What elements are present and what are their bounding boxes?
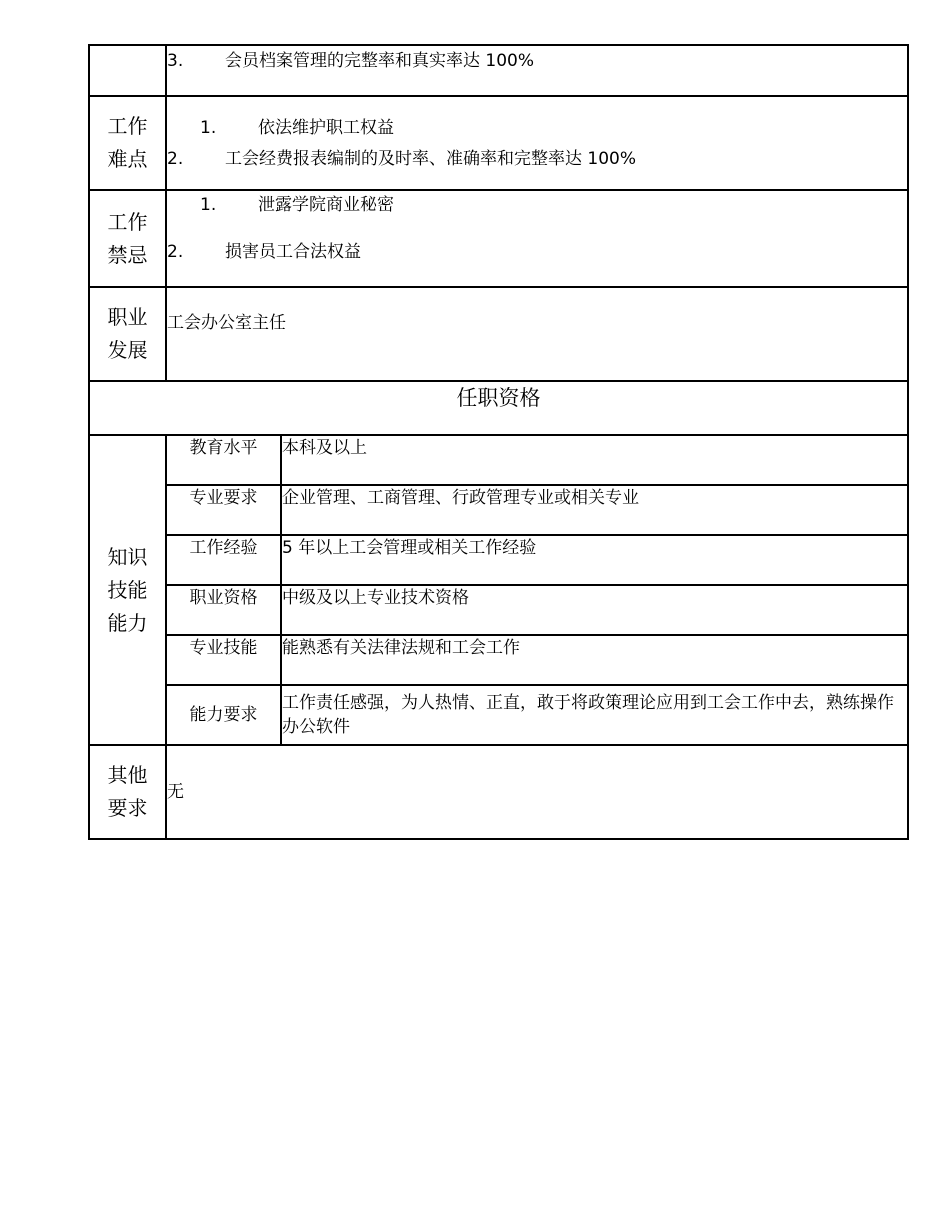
item-text: 会员档案管理的完整率和真实率达 100% [225, 51, 535, 71]
qualification-value: 5 年以上工会管理或相关工作经验 [281, 535, 908, 585]
qualifications-title: 任职资格 [89, 381, 908, 435]
row-career [89, 287, 908, 381]
taboos-label: 工作禁忌 [107, 209, 148, 267]
career-content [166, 287, 908, 381]
qualification-value: 能熟悉有关法律法规和工会工作 [281, 635, 908, 685]
difficulties-label-cell [89, 96, 166, 190]
item-text: 损害员工合法权益 [225, 242, 361, 262]
career-value: 工会办公室主任 [167, 313, 286, 333]
qualification-row [89, 535, 908, 585]
qualification-row [89, 635, 908, 685]
knowledge-label: 知识技能能力 [107, 544, 148, 635]
qualification-label: 能力要求 [166, 685, 281, 745]
qualification-row [89, 685, 908, 745]
other-value: 无 [167, 782, 184, 802]
other-label: 其他要求 [107, 763, 148, 820]
qualification-label: 职业资格 [166, 585, 281, 635]
row-standards [89, 45, 908, 96]
qualification-label: 教育水平 [166, 435, 281, 485]
taboos-content [166, 190, 908, 287]
other-label-cell [89, 745, 166, 839]
taboo-item [167, 193, 907, 217]
other-content [166, 745, 908, 839]
item-number: 2. [167, 242, 184, 262]
row-standards-content [166, 45, 908, 96]
knowledge-label-cell [89, 435, 166, 745]
qualification-value: 工作责任感强，为人热情、正直，敢于将政策理论应用到工会工作中去，熟练操作办公软件 [281, 685, 908, 745]
qualification-label: 专业技能 [166, 635, 281, 685]
qualification-label: 工作经验 [166, 535, 281, 585]
row-standards-label-cell [89, 45, 166, 96]
row-taboos [89, 190, 908, 287]
taboo-item [167, 240, 907, 264]
difficulty-item [167, 147, 907, 171]
taboos-label-cell [89, 190, 166, 287]
item-text: 泄露学院商业秘密 [258, 195, 394, 215]
job-description-table [88, 44, 909, 840]
row-difficulties [89, 96, 908, 190]
qualification-value: 中级及以上专业技术资格 [281, 585, 908, 635]
standard-item [167, 49, 907, 73]
qualification-row [89, 435, 908, 485]
career-label-cell [89, 287, 166, 381]
row-other [89, 745, 908, 839]
qualification-row [89, 585, 908, 635]
qualification-row [89, 485, 908, 535]
item-text: 依法维护职工权益 [258, 118, 394, 138]
item-number: 1. [200, 195, 217, 215]
difficulties-content [166, 96, 908, 190]
item-number: 1. [200, 118, 217, 138]
qualification-value: 企业管理、工商管理、行政管理专业或相关专业 [281, 485, 908, 535]
item-text: 工会经费报表编制的及时率、准确率和完整率达 100% [225, 149, 637, 169]
item-number: 2. [167, 149, 184, 169]
qualification-value: 本科及以上 [281, 435, 908, 485]
qualification-label: 专业要求 [166, 485, 281, 535]
difficulties-label: 工作难点 [107, 114, 148, 171]
row-qualifications-title [89, 381, 908, 435]
item-number: 3. [167, 51, 184, 71]
difficulty-item [167, 116, 907, 140]
career-label: 职业发展 [107, 305, 148, 362]
